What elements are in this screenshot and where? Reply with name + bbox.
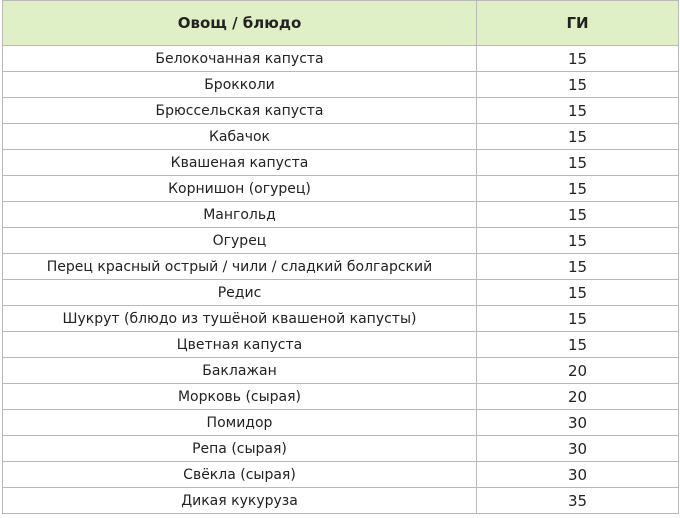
gi-value-cell: 30 xyxy=(477,436,679,462)
gi-value-cell: 20 xyxy=(477,384,679,410)
gi-value-cell: 15 xyxy=(477,46,679,72)
table-row xyxy=(3,202,679,228)
vegetable-name-cell: Квашеная капуста xyxy=(3,150,477,176)
gi-value-cell: 15 xyxy=(477,280,679,306)
vegetable-name-cell: Корнишон (огурец) xyxy=(3,176,477,202)
gi-value-cell: 15 xyxy=(477,228,679,254)
table-row xyxy=(3,150,679,176)
vegetable-name-cell: Цветная капуста xyxy=(3,332,477,358)
glycemic-index-table xyxy=(2,0,679,514)
table-row xyxy=(3,384,679,410)
gi-value-cell: 15 xyxy=(477,332,679,358)
table-row xyxy=(3,332,679,358)
table-row xyxy=(3,488,679,514)
gi-value-cell: 15 xyxy=(477,306,679,332)
gi-value-cell: 35 xyxy=(477,488,679,514)
gi-value-cell: 15 xyxy=(477,254,679,280)
vegetable-name-cell: Свёкла (сырая) xyxy=(3,462,477,488)
table-row xyxy=(3,306,679,332)
gi-value-cell: 15 xyxy=(477,150,679,176)
table-row xyxy=(3,436,679,462)
table-row xyxy=(3,124,679,150)
table-row xyxy=(3,228,679,254)
vegetable-name-cell: Брюссельская капуста xyxy=(3,98,477,124)
vegetable-name-cell: Мангольд xyxy=(3,202,477,228)
vegetable-name-cell: Помидор xyxy=(3,410,477,436)
vegetable-name-cell: Морковь (сырая) xyxy=(3,384,477,410)
vegetable-name-cell: Белокочанная капуста xyxy=(3,46,477,72)
table-row xyxy=(3,254,679,280)
vegetable-name-cell: Дикая кукуруза xyxy=(3,488,477,514)
gi-value-cell: 15 xyxy=(477,124,679,150)
vegetable-name-cell: Кабачок xyxy=(3,124,477,150)
header-row xyxy=(3,1,679,46)
vegetable-name-cell: Баклажан xyxy=(3,358,477,384)
table-row xyxy=(3,358,679,384)
table-body xyxy=(3,46,679,514)
gi-value-cell: 20 xyxy=(477,358,679,384)
vegetable-name-cell: Редис xyxy=(3,280,477,306)
gi-value-cell: 15 xyxy=(477,72,679,98)
gi-value-cell: 30 xyxy=(477,462,679,488)
table-row xyxy=(3,98,679,124)
table-row xyxy=(3,46,679,72)
gi-value-cell: 30 xyxy=(477,410,679,436)
column-header-gi: ГИ xyxy=(477,1,679,46)
table-row xyxy=(3,410,679,436)
vegetable-name-cell: Брокколи xyxy=(3,72,477,98)
table-row xyxy=(3,72,679,98)
vegetable-name-cell: Репа (сырая) xyxy=(3,436,477,462)
gi-value-cell: 15 xyxy=(477,98,679,124)
table-row xyxy=(3,280,679,306)
gi-value-cell: 15 xyxy=(477,176,679,202)
table-row xyxy=(3,462,679,488)
gi-value-cell: 15 xyxy=(477,202,679,228)
vegetable-name-cell: Огурец xyxy=(3,228,477,254)
table-header xyxy=(3,1,679,46)
column-header-name: Овощ / блюдо xyxy=(3,1,477,46)
table-row xyxy=(3,176,679,202)
vegetable-name-cell: Перец красный острый / чили / сладкий болгарский xyxy=(3,254,477,280)
vegetable-name-cell: Шукрут (блюдо из тушёной квашеной капусты) xyxy=(3,306,477,332)
